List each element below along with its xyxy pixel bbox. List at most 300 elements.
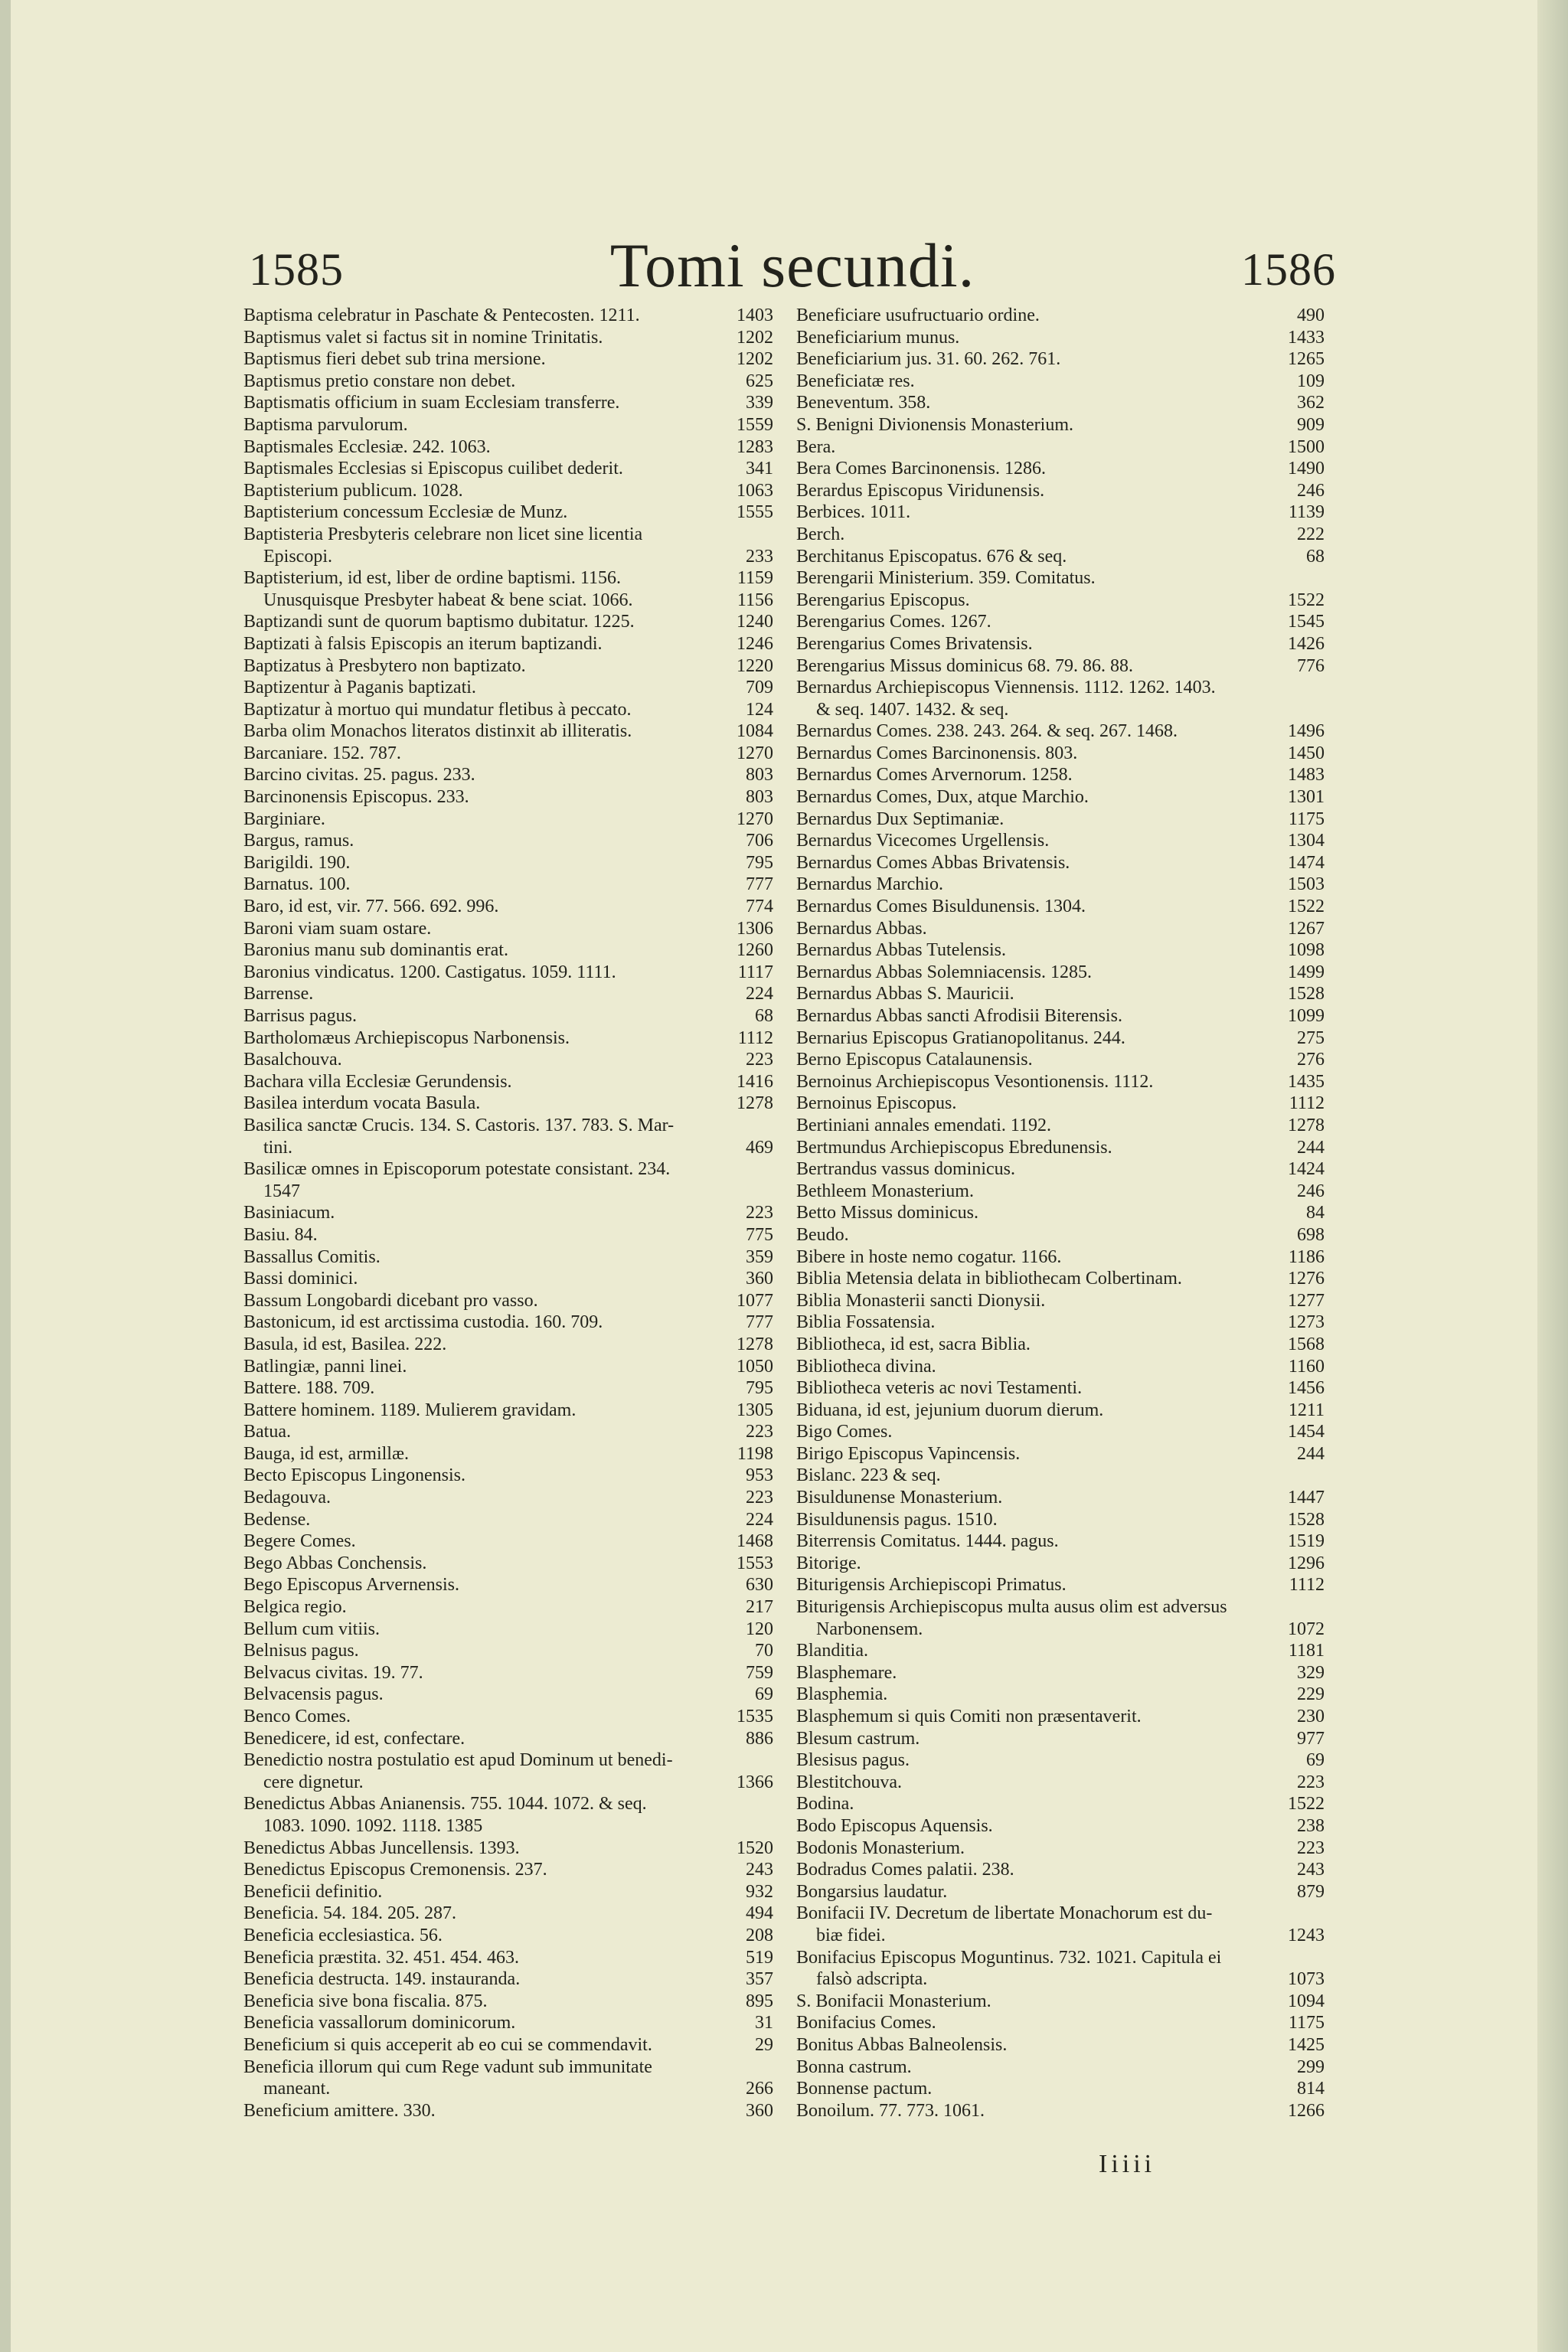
index-entry-text: Beneficia ecclesiastica. 56. [243,1925,443,1945]
index-entry-text: Biblia Fossatensia. [796,1312,936,1333]
index-entry-page: 360 [746,2100,773,2121]
index-entry-page: 1198 [737,1443,773,1464]
index-entry-text: Barigildi. 190. [243,852,351,873]
index-entry-page: 1240 [737,612,773,632]
index-entry-page: 795 [746,1378,773,1399]
index-entry-text: Barginiare. [243,808,325,829]
index-entry-text: Baro, id est, vir. 77. 566. 692. 996. [243,897,499,917]
index-entry-page: 360 [746,1269,773,1289]
index-entry-text: Beneficia vassallorum dominicorum. [243,2013,516,2034]
index-entry-text: Bernardus Abbas. [796,918,927,939]
index-entry [243,1684,773,1706]
index-entry-text: Barrense. [243,984,314,1004]
index-entry-text: biæ fidei. [816,1925,886,1945]
index-entry [796,1334,1325,1356]
index-entry-page: 29 [755,2034,773,2055]
index-entry-text: Berengarius Comes Brivatensis. [796,633,1033,654]
index-entry [243,1903,773,1925]
index-entry-text: Beneficiatæ res. [796,371,915,391]
index-entry-text: Bibere in hoste nemo cogatur. 1166. [796,1246,1062,1267]
index-entry-text: Beneficia. 54. 184. 205. 287. [243,1903,456,1924]
index-entry-page: 1528 [1288,984,1325,1004]
index-entry [243,1312,773,1334]
index-entry-page: 109 [1297,371,1325,391]
index-entry-text: Berengarius Episcopus. [796,590,970,610]
index-entry-text: Bernarius Episcopus Gratianopolitanus. 244. [796,1027,1125,1048]
index-entry-text: Bonoilum. 77. 773. 1061. [796,2100,985,2121]
index-entry [243,414,773,436]
index-entry-text: Begere Comes. [243,1531,356,1552]
index-entry-page: 1403 [737,305,773,325]
index-entry-page: 70 [755,1641,773,1661]
index-entry [796,1400,1325,1422]
index-entry-page: 1276 [1288,1269,1325,1289]
index-entry-page: 1555 [737,502,773,523]
index-entry [796,1027,1325,1050]
index-entry-text: Battere. 188. 709. [243,1378,375,1399]
index-entry-page: 1296 [1288,1553,1325,1573]
index-entry [243,1400,773,1422]
index-entry-page: 68 [755,1006,773,1026]
index-entry [796,1947,1325,1969]
index-entry [243,1530,773,1553]
index-entry-text: Bera Comes Barcinonensis. 1286. [796,459,1046,479]
index-entry [796,677,1325,699]
index-entry-text: Battere hominem. 1189. Mulierem gravidam. [243,1400,577,1420]
index-entry-text: tini. [263,1137,293,1158]
index-entry [243,1968,773,1991]
index-entry-page: 625 [746,371,773,391]
index-entry-text: Bernardus Comes, Dux, atque Marchio. [796,787,1089,808]
index-entry-page: 1160 [1288,1356,1325,1377]
index-entry-page: 244 [1297,1137,1325,1158]
index-entry-text: Blestitchouva. [796,1772,902,1792]
index-entry [796,1246,1325,1269]
index-entry [796,655,1325,678]
index-entry [796,1049,1325,1071]
index-entry [243,962,773,984]
index-entry-page: 1366 [737,1772,773,1792]
index-entry [796,983,1325,1005]
running-header [249,230,1336,306]
index-entry [796,939,1325,962]
index-entry-page: 1433 [1288,327,1325,348]
index-entry [243,1377,773,1400]
index-entry-text: Bitorige. [796,1553,861,1573]
index-entry-page: 519 [746,1947,773,1968]
index-entry-page: 630 [746,1575,773,1596]
index-entry-text: Beneficia præstita. 32. 451. 454. 463. [243,1947,519,1968]
index-entry-page: 1211 [1288,1400,1325,1420]
index-entry-text: Berno Episcopus Catalaunensis. [796,1050,1033,1070]
index-entry [796,1312,1325,1334]
index-entry-text: Baptizatur à mortuo qui mundatur fletibus à peccato. [243,699,632,720]
index-column-right [796,305,1325,2122]
index-entry [796,1290,1325,1312]
index-entry-text: Bargus, ramus. [243,831,354,851]
index-entry-page: 1175 [1288,808,1325,829]
index-entry-page: 1283 [737,436,773,457]
index-entry-page: 1416 [737,1071,773,1092]
index-entry-text: Biturigensis Archiepiscopi Primatus. [796,1575,1067,1596]
index-entry [243,1596,773,1619]
index-entry-text: Benedictio nostra postulatio est apud Dominum ut benedi- [243,1750,673,1771]
index-entry-page: 1084 [737,721,773,742]
index-entry-page: 490 [1297,305,1325,325]
index-entry-page: 223 [1297,1772,1325,1792]
index-entry [796,1925,1325,1947]
index-entry [243,371,773,393]
index-entry-page: 223 [746,1422,773,1442]
index-entry-text: Baptizentur à Paganis baptizati. [243,678,476,698]
index-entry-page: 243 [746,1860,773,1880]
index-entry-text: Blesum castrum. [796,1728,920,1749]
index-entry [243,2078,773,2100]
index-entry-text: Beneficium si quis acceperit ab eo cui se commendavit. [243,2034,652,2055]
index-entry-page: 1117 [737,962,773,982]
index-entry [796,1684,1325,1706]
index-entry [796,1772,1325,1794]
index-entry-page: 1077 [737,1290,773,1311]
index-entry-page: 223 [746,1203,773,1223]
index-entry-text: Bernardus Comes Barcinonensis. 803. [796,743,1078,763]
index-entry-text: Bonifacius Episcopus Moguntinus. 732. 1021. Capitula ei [796,1947,1222,1968]
index-entry [243,392,773,414]
index-entry-text: Benedictus Episcopus Cremonensis. 237. [243,1860,547,1880]
index-entry [243,983,773,1005]
index-entry-page: 953 [746,1465,773,1486]
index-entry-text: Beneficii definitio. [243,1881,383,1902]
index-entry [243,1553,773,1575]
index-entry [243,677,773,699]
index-entry-page: 223 [746,1488,773,1508]
index-entry-text: Bego Abbas Conchensis. [243,1553,427,1573]
index-entry-page: 208 [746,1925,773,1945]
index-entry-page: 1112 [1289,1093,1325,1114]
index-entry-text: cere dignetur. [263,1772,364,1792]
index-entry-text: Bauga, id est, armillæ. [243,1443,409,1464]
index-entry [796,786,1325,808]
index-entry-text: Bernardus Comes Abbas Brivatensis. [796,852,1070,873]
index-entry-page: 1159 [737,568,773,589]
index-entry-text: Bernardus Marchio. [796,874,943,895]
index-entry-page: 886 [746,1728,773,1749]
index-entry-text: Bego Episcopus Arvernensis. [243,1575,459,1596]
index-entry-page: 246 [1297,1181,1325,1201]
index-entry-page: 359 [746,1246,773,1267]
index-entry-page: 230 [1297,1707,1325,1726]
index-entry-page: 879 [1297,1881,1325,1902]
index-entry-page: 932 [746,1881,773,1902]
index-entry [796,1465,1325,1487]
index-entry-page: 776 [1297,655,1325,676]
index-entry-page: 357 [746,1969,773,1990]
index-entry-text: Beneficiarium munus. [796,327,960,348]
index-entry-page: 1098 [1288,940,1325,961]
index-entry-text: Baptismus pretio constare non debet. [243,371,516,391]
index-entry [243,896,773,918]
index-entry-text: Baptismales Ecclesias si Episcopus cuilibet dederit. [243,459,623,479]
index-entry-page: 299 [1297,2056,1325,2077]
index-entry-text: Barcinonensis Episcopus. 233. [243,787,469,808]
index-entry-text: Bonna castrum. [796,2056,912,2077]
index-entry-text: Biduana, id est, jejunium duorum dierum. [796,1400,1104,1420]
index-entry-text: Bodradus Comes palatii. 238. [796,1860,1014,1880]
index-entry-text: Beneventum. 358. [796,393,931,413]
index-entry-page: 223 [1297,1838,1325,1858]
index-entry [796,1093,1325,1115]
index-entry [796,2012,1325,2034]
index-entry-text: Baptismatis officium in suam Ecclesiam transferre. [243,393,620,413]
index-entry [243,1838,773,1860]
index-entry-text: Bislanc. 223 & seq. [796,1465,941,1486]
index-entry [243,1158,773,1181]
index-entry-page: 275 [1297,1027,1325,1048]
index-entry-text: Birigo Episcopus Vapincensis. [796,1443,1021,1464]
index-entry-page: 494 [746,1903,773,1924]
index-entry-page: 1424 [1288,1159,1325,1180]
index-entry [796,1903,1325,1925]
index-entry-text: Bernardus Vicecomes Urgellensis. [796,831,1050,851]
index-entry [243,348,773,371]
index-entry-text: Basula, id est, Basilea. 222. [243,1334,447,1354]
index-entry-page: 1522 [1288,590,1325,610]
index-entry [243,1027,773,1050]
index-entry-text: Baptizandi sunt de quorum baptismo dubitatur. 1225. [243,612,635,632]
index-entry-text: 1547 [263,1181,300,1201]
index-entry [796,327,1325,349]
index-entry-text: Episcopi. [263,546,332,567]
index-entry [796,1115,1325,1137]
index-entry-text: Baptismus fieri debet sub trina mersione. [243,349,546,370]
index-entry [796,1553,1325,1575]
index-entry-text: Biblia Monasterii sancti Dionysii. [796,1290,1046,1311]
index-entry-page: 1186 [1288,1246,1325,1267]
index-entry [796,699,1325,721]
index-entry-page: 1073 [1288,1969,1325,1990]
index-entry-text: Beneficia destructa. 149. instauranda. [243,1969,521,1990]
index-entry [796,1181,1325,1203]
index-entry-text: Bedagouva. [243,1488,331,1508]
index-entry-text: Basilica sanctæ Crucis. 134. S. Castoris. 137. 783. S. Mar- [243,1115,675,1135]
index-entry-page: 1426 [1288,633,1325,654]
index-entry-page: 1139 [1288,502,1325,523]
index-entry [243,633,773,655]
left-page-number: 1585 [249,244,344,295]
index-entry-page: 1454 [1288,1422,1325,1442]
index-entry-page: 69 [755,1684,773,1705]
index-entry-text: Bonifacius Comes. [796,2013,936,2034]
index-entry-page: 1099 [1288,1006,1325,1026]
index-entry-page: 84 [1306,1203,1325,1223]
index-entry-page: 1094 [1288,1991,1325,2011]
index-entry-page: 1112 [737,1027,773,1048]
index-entry-page: 1278 [737,1093,773,1114]
index-entry-text: Batlingiæ, panni linei. [243,1356,407,1377]
index-entry-text: Bisuldunense Monasterium. [796,1488,1003,1508]
index-entry [243,743,773,765]
index-entry-page: 1266 [1288,2100,1325,2121]
index-entry [243,1115,773,1137]
index-entry-text: Bonifacii IV. Decretum de libertate Monachorum est du- [796,1903,1213,1924]
index-entry [243,1728,773,1750]
index-entry [243,1859,773,1881]
index-entry-text: Berengarius Comes. 1267. [796,612,991,632]
index-entry [243,458,773,480]
index-entry [243,1049,773,1071]
index-entry-page: 777 [746,1312,773,1333]
index-entry-page: 224 [746,984,773,1004]
index-entry [243,1749,773,1772]
index-entry [796,1137,1325,1159]
index-entry-text: Bernoinus Archiepiscopus Vesontionensis. 1112. [796,1071,1154,1092]
index-entry [243,524,773,546]
index-entry-page: 759 [746,1662,773,1683]
index-entry-text: Bernardus Abbas Solemniacensis. 1285. [796,962,1092,982]
index-entry-page: 1522 [1288,1794,1325,1815]
index-entry [796,546,1325,568]
index-entry-page: 1435 [1288,1071,1325,1092]
index-entry-text: Bonnense pactum. [796,2079,933,2099]
index-entry-text: Barcaniare. 152. 787. [243,743,401,763]
index-entry-page: 1265 [1288,349,1325,370]
index-entry [243,1093,773,1115]
index-entry-page: 120 [746,1619,773,1639]
index-entry [243,480,773,502]
index-entry-page: 1273 [1288,1312,1325,1333]
index-entry [796,501,1325,524]
index-entry [243,2100,773,2122]
index-entry-text: Bernardus Comes Arvernorum. 1258. [796,765,1073,786]
index-entry-page: 1490 [1288,459,1325,479]
index-entry [796,1487,1325,1509]
right-page-number: 1586 [1241,244,1336,295]
index-entry [796,1640,1325,1662]
index-entry [243,655,773,678]
index-entry-text: Basiniacum. [243,1203,335,1223]
index-entry [796,458,1325,480]
index-entry [243,1881,773,1903]
index-entry-text: Bernardus Comes. 238. 243. 264. & seq. 267. 1468. [796,721,1178,742]
index-entry-text: Basilicæ omnes in Episcoporum potestate consistant. 234. [243,1159,671,1180]
index-entry-page: 69 [1306,1750,1325,1771]
index-entry-page: 244 [1297,1443,1325,1464]
index-entry [243,2012,773,2034]
index-entry-page: 362 [1297,393,1325,413]
index-entry-text: Bera. [796,436,836,457]
index-entry [796,348,1325,371]
index-entry-text: Blesisus pagus. [796,1750,910,1771]
index-entry-page: 1278 [737,1334,773,1354]
index-entry-page: 1468 [737,1531,773,1552]
index-entry-text: Blanditia. [796,1641,868,1661]
index-entry-text: Baptismus valet si factus sit in nomine Trinitatis. [243,327,603,348]
index-entry-text: Bachara villa Ecclesiæ Gerundensis. [243,1071,512,1092]
index-entry-page: 1305 [737,1400,773,1420]
index-entry [796,1224,1325,1246]
index-entry-page: 229 [1297,1684,1325,1705]
index-entry-text: Blasphemia. [796,1684,888,1705]
index-entry-page: 803 [746,787,773,808]
index-entry-page: 1450 [1288,743,1325,763]
index-entry [796,1005,1325,1027]
index-entry-text: Becto Episcopus Lingonensis. [243,1465,466,1486]
index-entry-text: Barba olim Monachos literatos distinxit ab illiteratis. [243,721,632,742]
index-entry-page: 1306 [737,918,773,939]
index-entry [243,2056,773,2079]
index-entry-text: Bibliotheca divina. [796,1356,936,1377]
index-entry [243,436,773,459]
index-entry-page: 1181 [1288,1641,1325,1661]
index-entry-text: Bertiniani annales emendati. 1192. [796,1115,1052,1135]
index-entry [243,1509,773,1531]
index-entry-text: Bongarsius laudatur. [796,1881,948,1902]
index-entry [796,2078,1325,2100]
index-entry-page: 1246 [737,633,773,654]
index-entry-text: Bisuldunensis pagus. 1510. [796,1509,998,1530]
index-entry-page: 1425 [1288,2034,1325,2055]
index-entry-text: Baronius manu sub dominantis erat. [243,940,508,961]
index-entry-text: Basalchouva. [243,1050,342,1070]
index-entry [243,1465,773,1487]
index-entry [243,567,773,590]
index-entry-page: 469 [746,1137,773,1158]
index-entry-text: Baptisteria Presbyteris celebrare non licet sine licentia [243,524,643,544]
index-entry [243,699,773,721]
index-entry-text: Baptizatus à Presbytero non baptizato. [243,655,526,676]
binding-gutter [0,0,11,2352]
index-entry [796,1530,1325,1553]
index-entry [796,1728,1325,1750]
index-entry-text: Beneficiarium jus. 31. 60. 262. 761. [796,349,1061,370]
index-entry [243,1071,773,1093]
index-entry-page: 1175 [1288,2013,1325,2034]
index-entry-text: S. Benigni Divionensis Monasterium. [796,414,1073,435]
index-entry-page: 233 [746,546,773,567]
index-entry [796,918,1325,940]
index-entry-text: Bibliotheca veteris ac novi Testamenti. [796,1378,1083,1399]
index-entry-text: Bellum cum vitiis. [243,1619,380,1639]
index-entry-text: Beneficiare usufructuario ordine. [796,305,1040,325]
index-entry [796,1706,1325,1728]
index-entry [796,1859,1325,1881]
index-entry-text: Benco Comes. [243,1707,351,1726]
index-entry-page: 977 [1297,1728,1325,1749]
index-entry [796,1749,1325,1772]
index-entry-text: Bertmundus Archiepiscopus Ebredunensis. [796,1137,1112,1158]
index-entry [796,436,1325,459]
index-entry [796,392,1325,414]
index-entry-text: Basiu. 84. [243,1224,318,1245]
index-entry-text: Batua. [243,1422,291,1442]
index-entry [796,962,1325,984]
index-entry-page: 1520 [737,1838,773,1858]
index-entry-page: 222 [1297,524,1325,544]
index-entry-text: Benedictus Abbas Anianensis. 755. 1044. 1072. & seq. [243,1794,647,1815]
index-entry-page: 341 [746,459,773,479]
index-entry-page: 814 [1297,2079,1325,2099]
index-entry [796,1815,1325,1838]
index-entry-page: 1050 [737,1356,773,1377]
index-entry [243,305,773,327]
index-entry [243,1487,773,1509]
index-entry-text: Berengarius Missus dominicus 68. 79. 86. 88. [796,655,1133,676]
index-entry [796,524,1325,546]
index-entry-text: Bibliotheca, id est, sacra Biblia. [796,1334,1031,1354]
index-entry [796,1881,1325,1903]
index-entry-text: Bassi dominici. [243,1269,358,1289]
index-entry [796,305,1325,327]
